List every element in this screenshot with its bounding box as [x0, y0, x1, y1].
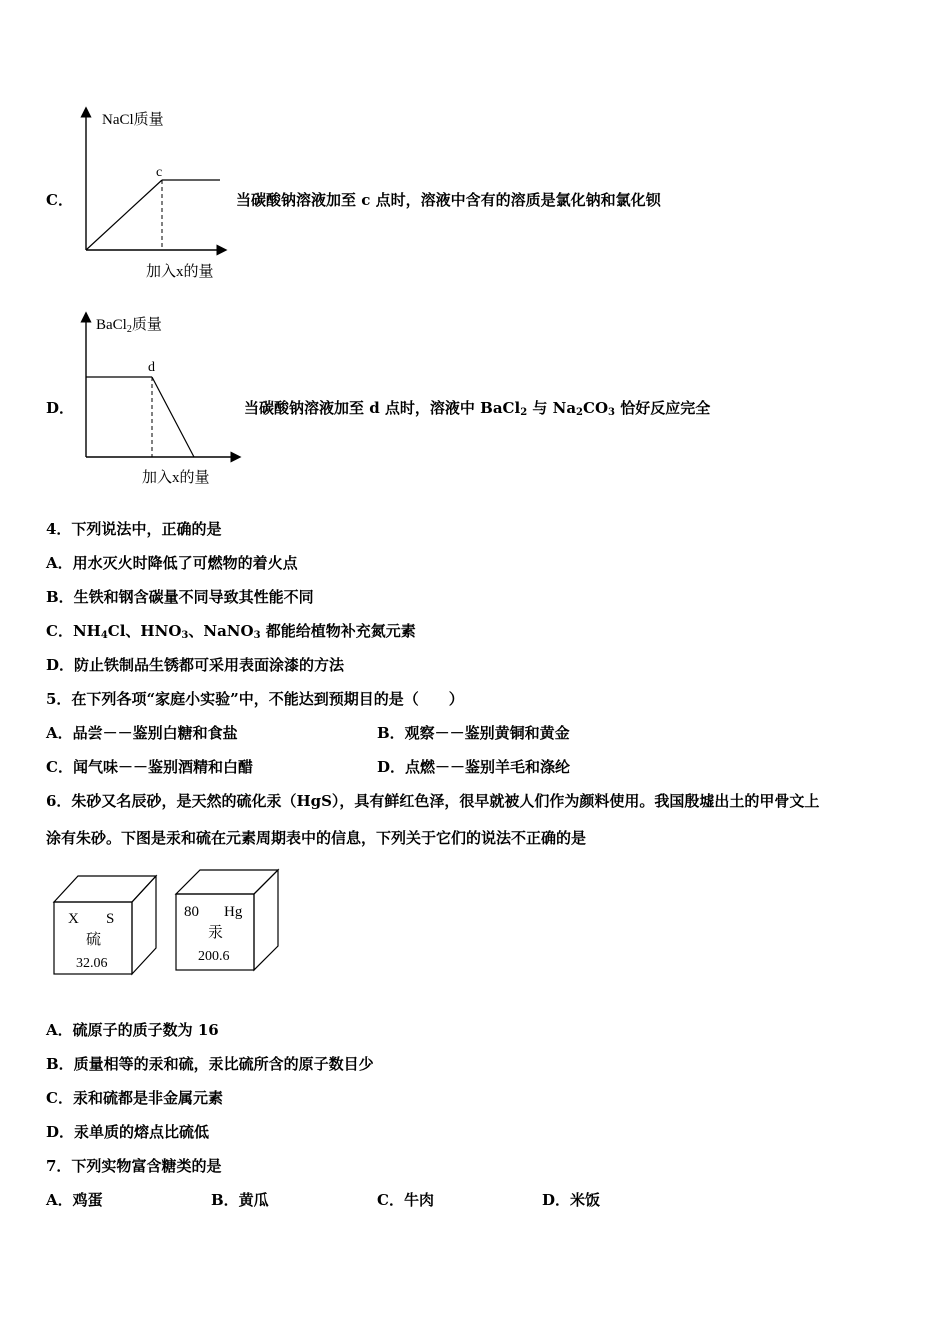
point-label: d	[148, 360, 155, 375]
q4-option-b: B．生铁和钢含碳量不同导致其性能不同	[46, 588, 314, 606]
q6-stem-line1: 6．朱砂又名辰砂，是天然的硫化汞（HgS），具有鲜红色泽，很早就被人们作为颜料使用。我国殷墟出土的甲骨文上	[46, 792, 820, 810]
q7-stem: 7．下列实物富含糖类的是	[46, 1157, 222, 1175]
mercury-card	[176, 870, 278, 970]
mercury-name: 汞	[208, 925, 224, 941]
q4-option-a: A．用水灭火时降低了可燃物的着火点	[46, 554, 298, 572]
element-cards	[50, 866, 290, 982]
falling-line	[152, 377, 194, 457]
q6-option-b: B．质量相等的汞和硫，汞比硫所含的原子数目少	[46, 1055, 374, 1073]
q4-option-c: C．$NH_4Cl$、$HNO_3$、NaNO$_3$ 都能给植物补充氮元素	[46, 622, 416, 641]
option-c-text: 当碳酸钠溶液加至 c 点时，溶液中含有的溶质是氯化钠和氯化钡	[236, 191, 661, 209]
y-axis-label: BaCl$_2$质量	[96, 317, 162, 335]
sulfur-mass: 32.06	[76, 956, 108, 971]
sulfur-symbol: S	[106, 911, 115, 927]
y-axis-label: NaCl质量	[102, 112, 164, 128]
sulfur-number: X	[68, 911, 79, 927]
q7-option-a: A．鸡蛋	[46, 1191, 103, 1209]
q6-option-a: A．硫原子的质子数为 16	[46, 1021, 219, 1039]
q7-option-b: B．黄瓜	[211, 1191, 269, 1209]
option-d-label: D．	[46, 399, 75, 417]
q4-option-d: D．防止铁制品生锈都可采用表面涂漆的方法	[46, 656, 345, 674]
q5-stem: 5．在下列各项“家庭小实验”中，不能达到预期目的是（ ）	[46, 690, 464, 708]
q5-option-d: D．点燃－－鉴别羊毛和涤纶	[377, 758, 571, 776]
option-c-label: C．	[46, 191, 73, 209]
mercury-number: 80	[184, 904, 199, 920]
nacl-graph	[70, 100, 240, 285]
q6-stem-line2: 涂有朱砂。下图是汞和硫在元素周期表中的信息，下列关于它们的说法不正确的是	[46, 829, 587, 847]
point-label: c	[156, 165, 163, 180]
x-axis-label: 加入x的量	[146, 264, 214, 280]
q6-option-c: C．汞和硫都是非金属元素	[46, 1089, 223, 1107]
sulfur-name: 硫	[86, 932, 102, 948]
q5-option-b: B．观察－－鉴别黄铜和黄金	[377, 724, 570, 742]
mercury-symbol: Hg	[224, 904, 243, 920]
option-d-text: 当碳酸钠溶液加至 d 点时，溶液中 BaCl$_2$ 与 $Na_2CO_3$ 恰好反应完全	[244, 399, 711, 418]
q6-option-d: D．汞单质的熔点比硫低	[46, 1123, 210, 1141]
mercury-mass: 200.6	[198, 949, 230, 964]
q5-option-c: C．闻气味－－鉴别酒精和白醋	[46, 758, 253, 776]
bacl2-graph	[70, 305, 250, 490]
q5-option-a: A．品尝－－鉴别白糖和食盐	[46, 724, 238, 742]
q7-option-d: D．米饭	[542, 1191, 601, 1209]
q4-stem: 4．下列说法中，正确的是	[46, 520, 222, 538]
sulfur-card	[54, 876, 156, 974]
rising-line	[86, 180, 162, 250]
q7-option-c: C．牛肉	[377, 1191, 434, 1209]
x-axis-label: 加入x的量	[142, 470, 210, 486]
